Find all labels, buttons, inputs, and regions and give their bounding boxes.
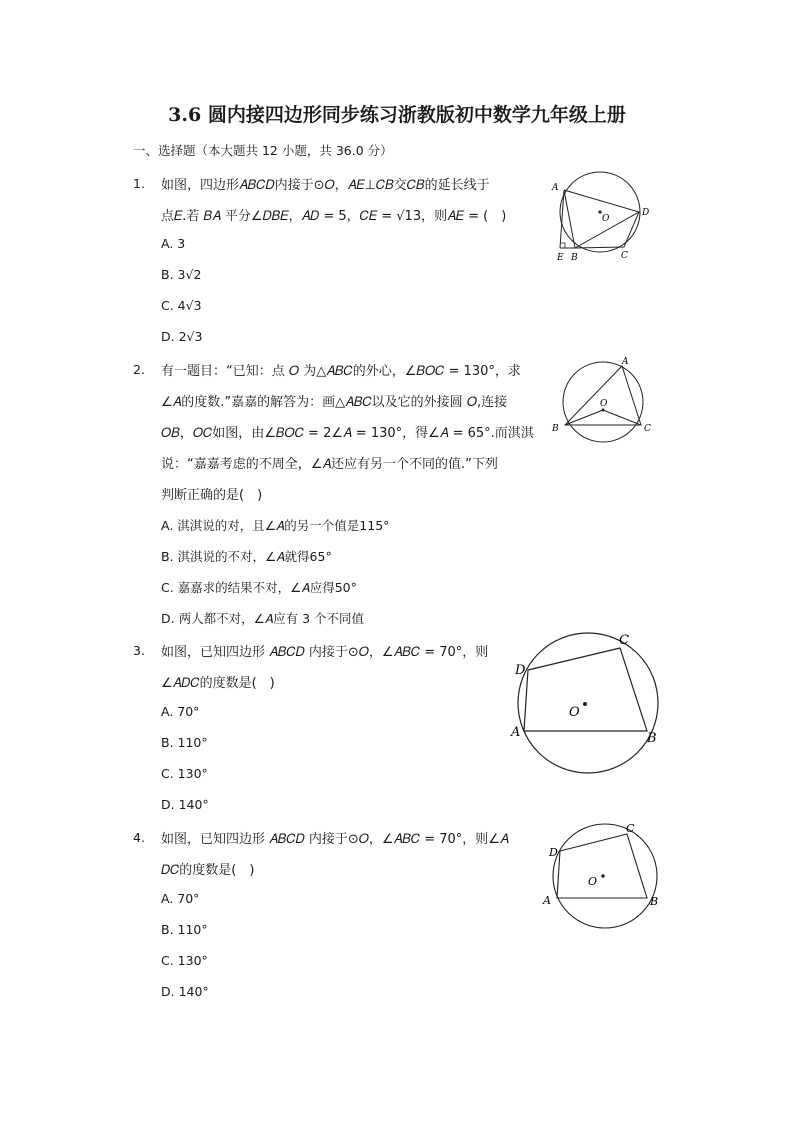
- option-a: A. 3: [161, 236, 186, 251]
- label-a: A: [543, 894, 551, 907]
- label-c: C: [619, 633, 629, 648]
- figure-q3: [505, 628, 665, 782]
- option-a: A. 70°: [161, 704, 200, 719]
- option-c: C. 130°: [161, 953, 208, 968]
- option-c: C. 4√3: [161, 298, 202, 313]
- label-c: C: [644, 424, 651, 434]
- label-a: A: [552, 183, 559, 193]
- question-text-line: 如图，已知四边形 𝐴𝐵𝐶𝐷 内接于⊙𝑂，∠𝐴𝐵𝐶 = 70°，则: [161, 645, 489, 660]
- option-a: A. 70°: [161, 891, 200, 906]
- option-c: C. 嘉嘉求的结果不对，∠𝐴应得50°: [161, 580, 357, 595]
- label-o: O: [588, 875, 598, 888]
- option-b: B. 110°: [161, 922, 208, 937]
- label-o: O: [602, 214, 610, 224]
- option-d: D. 140°: [161, 797, 209, 812]
- question-text-line: 如图，四边形𝐴𝐵𝐶𝐷内接于⊙𝑂，𝐴𝐸⊥𝐶𝐵交𝐶𝐵的延长线于: [161, 178, 490, 193]
- figure-q2: [545, 353, 665, 447]
- label-d: D: [642, 208, 650, 218]
- label-b: B: [647, 731, 657, 746]
- question-text-line: 说：“嘉嘉考虑的不周全，∠𝐴还应有另一个不同的值.”下列: [161, 457, 498, 472]
- option-d: D. 两人都不对，∠𝐴应有 3 个不同值: [161, 611, 365, 626]
- section-heading: 一、选择题（本大题共 12 小题，共 36.0 分）: [133, 143, 393, 158]
- question-text-line: 𝑂𝐵，𝑂𝐶如图，由∠𝐵𝑂𝐶 = 2∠𝐴 = 130°，得∠𝐴 = 65°.而淇淇: [161, 426, 534, 441]
- label-b: B: [552, 424, 559, 434]
- question-number: 1.: [133, 176, 145, 191]
- question-text-line: ∠𝐴𝐷𝐶的度数是( ): [161, 676, 275, 691]
- question-number: 3.: [133, 643, 145, 658]
- question-number: 4.: [133, 830, 145, 845]
- label-a: A: [511, 725, 521, 740]
- label-o: O: [600, 399, 608, 409]
- label-d: D: [515, 663, 526, 678]
- option-b: B. 淇淇说的不对，∠𝐴就得65°: [161, 549, 332, 564]
- figure-q1: [540, 168, 660, 267]
- label-b: B: [650, 895, 659, 908]
- label-d: D: [549, 846, 558, 859]
- question-number: 2.: [133, 362, 145, 377]
- question-text-line: 𝐷𝐶的度数是( ): [161, 863, 255, 878]
- option-b: B. 110°: [161, 735, 208, 750]
- label-c: C: [621, 251, 628, 261]
- label-c: C: [626, 822, 635, 835]
- question-text-line: 点𝐸.若 𝐵𝐴 平分∠𝐷𝐵𝐸，𝐴𝐷 = 5，𝐶𝐸 = √13，则𝐴𝐸 = ( ): [161, 209, 507, 224]
- option-b: B. 3√2: [161, 267, 202, 282]
- label-e: E: [557, 253, 564, 263]
- label-a: A: [622, 357, 629, 367]
- question-text-line: 如图，已知四边形 𝐴𝐵𝐶𝐷 内接于⊙𝑂，∠𝐴𝐵𝐶 = 70°，则∠𝐴: [161, 832, 509, 847]
- label-o: O: [569, 705, 580, 720]
- question-text-line: 判断正确的是( ): [161, 488, 263, 503]
- question-text-line: 有一题目：“已知：点 𝑂 为△𝐴𝐵𝐶的外心，∠𝐵𝑂𝐶 = 130°，求: [161, 364, 521, 379]
- label-b: B: [571, 253, 578, 263]
- option-d: D. 2√3: [161, 329, 203, 344]
- option-a: A. 淇淇说的对，且∠𝐴的另一个值是115°: [161, 518, 390, 533]
- option-c: C. 130°: [161, 766, 208, 781]
- option-d: D. 140°: [161, 984, 209, 999]
- question-text-line: ∠𝐴的度数.”嘉嘉的解答为：画△𝐴𝐵𝐶以及它的外接圆 𝑂,连接: [161, 395, 508, 410]
- figure-q4: [540, 818, 670, 937]
- page-title: 3.6 圆内接四边形同步练习浙教版初中数学九年级上册: [168, 104, 626, 126]
